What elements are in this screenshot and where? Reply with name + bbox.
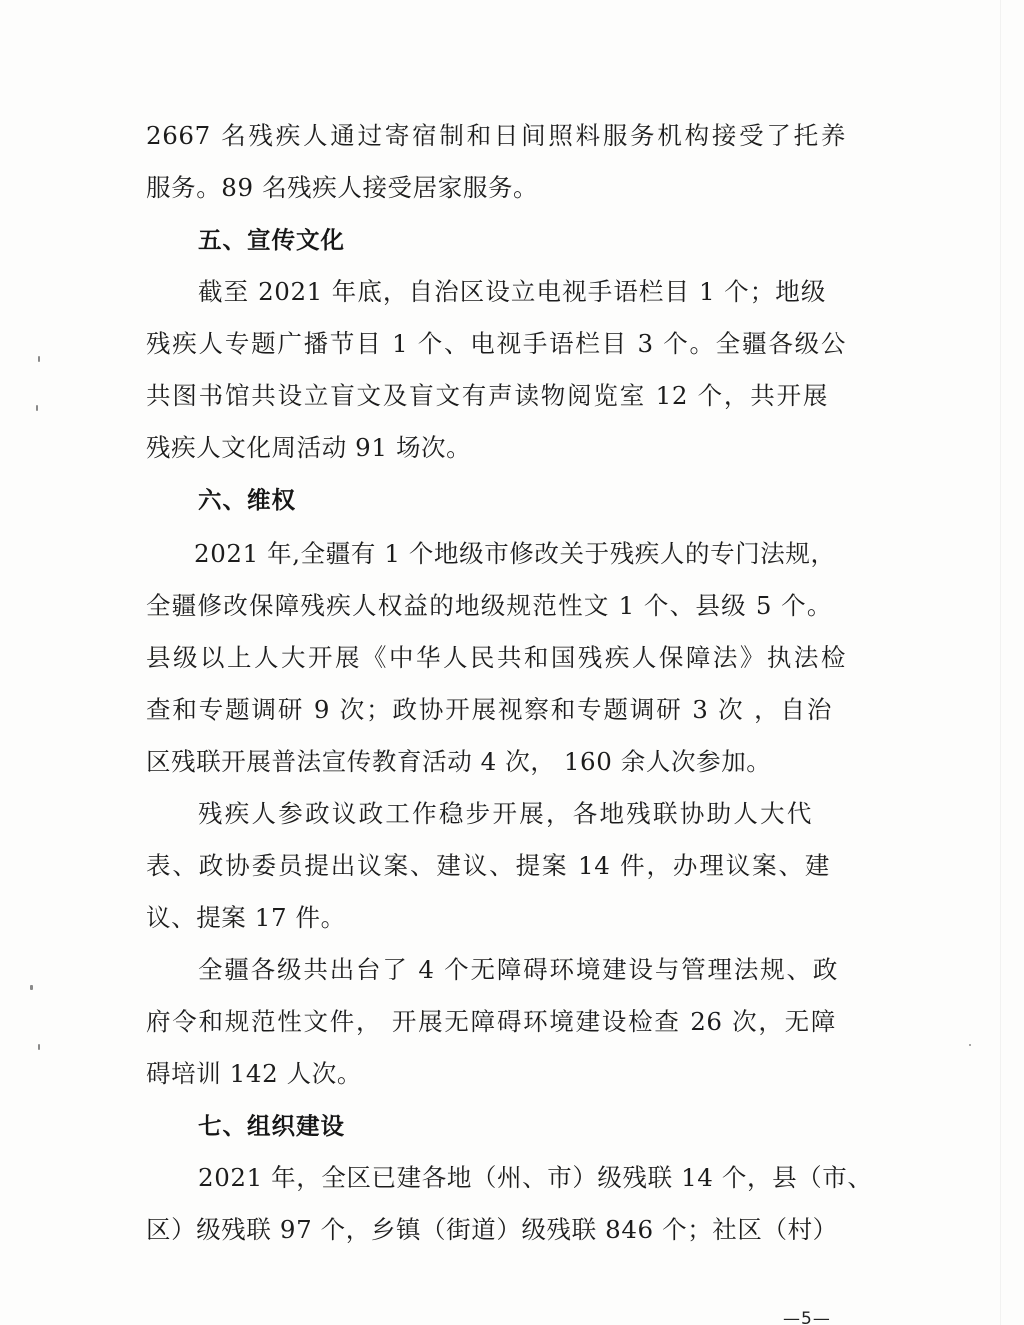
scan-speck xyxy=(38,1044,40,1050)
page-number: —5— xyxy=(783,1309,831,1325)
scan-speck xyxy=(36,405,38,411)
body-line: 区残联开展普法宣传教育活动 4 次， 160 余人次参加。 xyxy=(146,747,772,776)
section-heading-organization: 七、组织建设 xyxy=(198,1112,345,1140)
body-line: 全疆各级共出台了 4 个无障碍环境建设与管理法规、政 xyxy=(198,955,838,984)
body-line: 截至 2021 年底，自治区设立电视手语栏目 1 个；地级 xyxy=(198,277,826,306)
body-line: 县级以上人大开展《中华人民共和国残疾人保障法》执法检 xyxy=(146,643,846,672)
body-line: 2667 名残疾人通过寄宿制和日间照料服务机构接受了托养 xyxy=(146,121,846,150)
body-line: 2021 年，全区已建各地（州、市）级残联 14 个，县（市、 xyxy=(198,1163,873,1192)
section-heading-publicity-culture: 五、宣传文化 xyxy=(198,226,345,254)
body-line: 2021 年,全疆有 1 个地级市修改关于残疾人的专门法规， xyxy=(194,539,836,568)
body-line: 碍培训 142 人次。 xyxy=(146,1059,362,1088)
body-line: 议、提案 17 件。 xyxy=(146,903,346,932)
section-heading-rights: 六、维权 xyxy=(198,486,296,514)
body-line: 共图书馆共设立盲文及盲文有声读物阅览室 12 个，共开展 xyxy=(146,381,828,410)
scan-speck xyxy=(969,1044,971,1046)
body-line: 残疾人文化周活动 91 场次。 xyxy=(146,433,472,462)
body-line: 残疾人参政议政工作稳步开展，各地残联协助人大代 xyxy=(198,799,812,828)
scan-speck xyxy=(38,356,40,362)
body-line: 查和专题调研 9 次；政协开展视察和专题调研 3 次 ，自治 xyxy=(146,695,832,724)
body-line: 全疆修改保障残疾人权益的地级规范性文 1 个、县级 5 个。 xyxy=(146,591,832,620)
body-line: 府令和规范性文件， 开展无障碍环境建设检查 26 次，无障 xyxy=(146,1007,836,1036)
body-line: 残疾人专题广播节目 1 个、电视手语栏目 3 个。全疆各级公 xyxy=(146,329,846,358)
body-line: 区）级残联 97 个，乡镇（街道）级残联 846 个；社区（村） xyxy=(146,1215,838,1244)
body-line: 服务。89 名残疾人接受居家服务。 xyxy=(146,173,539,202)
body-line: 表、政协委员提出议案、建议、提案 14 件，办理议案、建 xyxy=(146,851,830,880)
scan-edge-shadow xyxy=(1000,0,1001,1325)
scan-speck xyxy=(30,985,33,990)
